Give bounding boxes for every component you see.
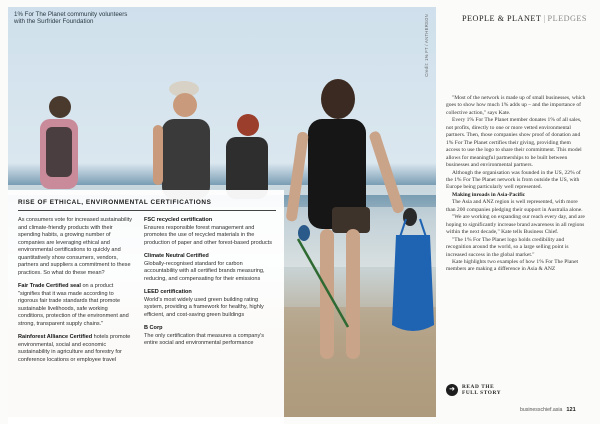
subsection-label: PLEDGES xyxy=(547,14,587,23)
read-more-link[interactable] xyxy=(446,384,536,398)
article-paragraph: "The 1% For The Planet logo holds credibility and recognition around the world, so a large selling point is increased success in the global market." xyxy=(446,236,569,258)
photo-credit: Credit: 1% FT / ANTHERSON xyxy=(424,14,429,77)
page-number: 121 xyxy=(566,407,576,413)
sidebar-title: RISE OF ETHICAL, ENVIRONMENTAL CERTIFICATIONS xyxy=(18,199,212,206)
section-header xyxy=(462,14,587,23)
photo-caption: 1% For The Planet community volunteers with the Surfrider Foundation xyxy=(14,11,128,26)
rainforest-name: Rainforest Alliance Certified xyxy=(18,334,93,340)
page-footer xyxy=(520,407,576,413)
article-paragraph: "Most of the network is made up of small businesses, which goes to show how much 1% adds up – and the importance of collective action," says Kate. xyxy=(446,95,586,116)
article-paragraph: Every 1% For The Planet member donates 1% of all sales, not profits, directly to one or more vetted environmental partners. Then, those companies show proof of donation and 1% For The Planet certifies their giving, providing them access to use the logo to share their commitment. This model allows for meaningful partnerships to be built between businesses and environmental partners. xyxy=(446,117,582,169)
sidebar-column-left xyxy=(18,217,135,370)
volunteer-figure-cap xyxy=(153,81,210,199)
climate-neutral-text: Globally-recognised standard for carbon accountability with all certified brands measuring, reducing, and compensating for their emissions xyxy=(144,260,265,282)
bcorp-name: B Corp xyxy=(144,325,163,331)
article-paragraph: The Asia and ANZ region is well represented, with more than 200 companies pledging their support in Australia alone. xyxy=(446,199,583,213)
leed-entry xyxy=(144,289,276,319)
volunteer-figure-left xyxy=(40,96,78,189)
collection-bag xyxy=(392,235,434,331)
article-paragraph: Kate highlights two examples of how 1% For The Planet members are making a difference in Asia & ANZ xyxy=(446,258,579,273)
bcorp-entry xyxy=(144,325,276,348)
section-label: PEOPLE & PLANET xyxy=(462,14,542,23)
fairtrade-text: on a product "signifies that it was made according to rigorous fair trade standards that promote sustainable livelihoods, safe working conditions, protection of the environment and strong, transparent supply chains." xyxy=(18,283,129,327)
sidebar-divider xyxy=(18,210,276,211)
volunteer-figure-red-hair xyxy=(226,114,268,199)
read-more-label: READ THE FULL STORY xyxy=(462,384,502,397)
sidebar-intro: As consumers vote for increased sustainability and climate-friendly products with their spending habits, a growing number of companies are leveraging ethical and environmental certifications to quickly and quantitatively show consumers, vendors, partners and suppliers a commitment to these practices. So what do these mean? xyxy=(18,217,133,276)
rainforest-text: hotels promote environmental, social and economic sustainability in agriculture and forestry for conference locations or employee travel xyxy=(18,334,131,363)
fairtrade-entry xyxy=(18,283,135,328)
rainforest-entry xyxy=(18,334,135,364)
bcorp-text: The only certification that measures a company's entire social and environmental performance xyxy=(144,332,265,346)
article-paragraph: "We are working on expanding our reach every day, and are hoping to significantly increase brand awareness in all regions within the next decade," Kate tells Business Chief. xyxy=(446,214,585,236)
fsc-entry xyxy=(144,217,276,247)
article-paragraph: Although the organisation was founded in the US, 22% of the 1% For The Planet network is from outside the US, with Europe being particularly well represented. xyxy=(446,169,581,191)
article-subheading: Making inroads in Asia-Pacific xyxy=(452,191,526,198)
leed-text: World's most widely used green building rating system, providing a framework for healthy, highly efficient, and cost-saving green buildings xyxy=(144,296,264,318)
fsc-text: Ensures responsible forest management and promotes the use of recycled materials in the production of paper and other forest-based products xyxy=(144,224,272,246)
arrow-icon: ➜ xyxy=(446,384,458,396)
climate-neutral-entry xyxy=(144,253,276,283)
footer-site: businesschief.asia xyxy=(520,407,563,413)
fairtrade-name: Fair Trade Certified seal xyxy=(18,283,81,289)
article-body xyxy=(446,95,586,274)
leed-name: LEED certification xyxy=(144,289,192,295)
fsc-name: FSC recycled certification xyxy=(144,217,213,223)
section-separator: | xyxy=(543,14,546,23)
climate-neutral-name: Climate Neutral Certified xyxy=(144,253,209,259)
sidebar-column-right xyxy=(144,217,276,354)
